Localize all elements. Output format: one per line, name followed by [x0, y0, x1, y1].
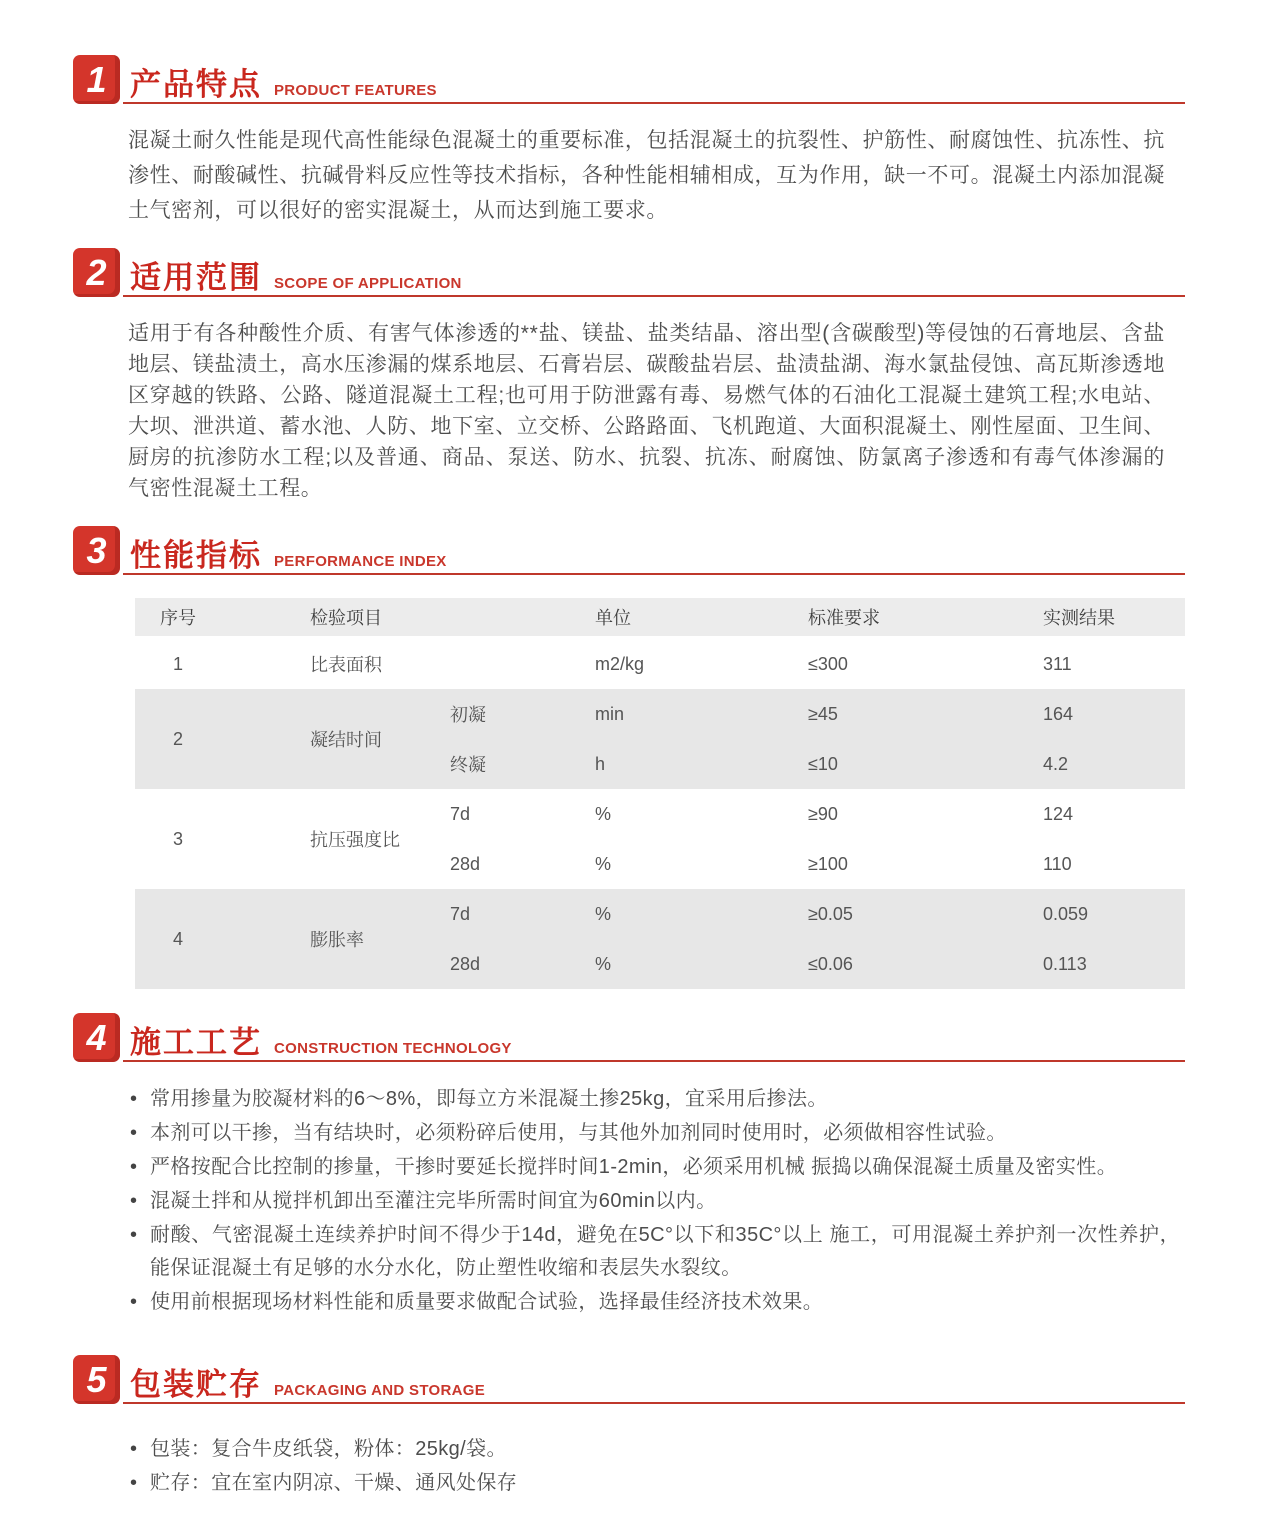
- table-row: [135, 689, 1185, 739]
- section-number: 3: [86, 529, 107, 571]
- table-cell-unit: %: [595, 803, 612, 824]
- table-cell-result: 0.059: [1043, 903, 1089, 924]
- table-cell-item: 比表面积: [310, 655, 382, 675]
- table-cell-req: ≥45: [808, 703, 838, 724]
- table-cell-req: ≥100: [808, 853, 848, 874]
- table-header-row: [135, 598, 1185, 638]
- construction-technology-list: [130, 1083, 1180, 1319]
- table-cell-req: ≥0.05: [808, 903, 853, 924]
- section-title-zh: 适用范围: [130, 260, 262, 295]
- table-cell-req: ≥90: [808, 803, 838, 824]
- table-cell-unit: m2/kg: [595, 653, 645, 674]
- section-1-number-badge: [73, 55, 120, 104]
- list-item: • 混凝土拌和从搅拌机卸出至灌注完毕所需时间宜为60min以内。: [130, 1185, 1180, 1218]
- table-cell-unit: h: [595, 753, 606, 774]
- packaging-storage-list: [130, 1433, 1180, 1500]
- section-2-number-badge: [73, 248, 120, 297]
- section-title-en: SCOPE OF APPLICATION: [274, 275, 462, 292]
- table-cell-req: ≤10: [808, 753, 838, 774]
- section-title-en: CONSTRUCTION TECHNOLOGY: [274, 1040, 512, 1057]
- section-number: 2: [86, 251, 107, 293]
- table-cell-result: 164: [1043, 703, 1074, 724]
- table-cell-no: 2: [172, 728, 183, 749]
- table-cell-result: 4.2: [1043, 753, 1069, 774]
- section-1-header: [73, 55, 1185, 111]
- product-features-paragraph: 混凝土耐久性能是现代高性能绿色混凝土的重要标准，包括混凝土的抗裂性、护筋性、耐腐蚀性、抗冻性、抗渗性、耐酸碱性、抗碱骨料反应性等技术指标，各种性能相辅相成，互为作用，缺一不可。混凝土内添加混凝土气密剂，可以很好的密实混凝土，从而达到施工要求。: [128, 129, 1165, 222]
- section-title-en: PRODUCT FEATURES: [274, 82, 437, 99]
- section-title-en: PERFORMANCE INDEX: [274, 553, 447, 570]
- table-cell-sub: 初凝: [450, 705, 486, 725]
- section-title-zh: 产品特点: [130, 67, 262, 102]
- section-title-zh: 包装贮存: [130, 1367, 262, 1402]
- table-cell-sub: 7d: [450, 803, 471, 824]
- section-4-number-badge: [73, 1013, 120, 1062]
- section-4-titles: [130, 1017, 512, 1062]
- table-cell-result: 124: [1043, 803, 1074, 824]
- table-cell-unit: %: [595, 953, 612, 974]
- section-title-zh: 性能指标: [130, 538, 262, 573]
- list-item: • 严格按配合比控制的掺量，干掺时要延长搅拌时间1-2min，必须采用机械 振捣以确保混凝土质量及密实性。: [130, 1151, 1180, 1184]
- section-number: 4: [86, 1016, 107, 1058]
- table-cell-item: 抗压强度比: [310, 830, 400, 850]
- list-item: • 贮存：宜在室内阴凉、干燥、通风处保存: [130, 1467, 1180, 1500]
- performance-index-table-wrap: [135, 598, 1185, 989]
- table-cell-result: 0.113: [1043, 953, 1087, 974]
- table-header-cell: 检验项目: [310, 608, 382, 628]
- table-cell-sub: 28d: [450, 853, 481, 874]
- table-cell-req: ≤300: [808, 653, 848, 674]
- list-item: • 耐酸、气密混凝土连续养护时间不得少于14d，避免在5C°以下和35C°以上 施工，可用混凝土养护剂一次性养护，能保证混凝土有足够的水分水化，防止塑性收缩和表层失水裂纹。: [130, 1219, 1180, 1285]
- table-row: [135, 789, 1185, 839]
- section-title-zh: 施工工艺: [130, 1025, 262, 1060]
- section-4-header: [73, 1013, 1185, 1069]
- table-cell-no: 4: [172, 928, 183, 949]
- section-number: 1: [86, 58, 107, 100]
- table-header-cell: 实测结果: [1043, 608, 1115, 628]
- table-row: [135, 889, 1185, 939]
- table-cell-sub: 28d: [450, 953, 481, 974]
- section-3-number-badge: [73, 526, 120, 575]
- table-cell-unit: %: [595, 853, 612, 874]
- table-cell-no: 3: [172, 828, 183, 849]
- table-cell-item: 膨胀率: [310, 930, 364, 950]
- list-item: • 包装：复合牛皮纸袋，粉体：25kg/袋。: [130, 1433, 1180, 1466]
- table-cell-item: 凝结时间: [310, 730, 382, 750]
- table-cell-sub: 终凝: [450, 755, 486, 775]
- table-header-cell: 标准要求: [808, 608, 880, 628]
- section-2-titles: [130, 252, 462, 297]
- section-3-titles: [130, 530, 447, 575]
- table-header-cell: 序号: [160, 608, 196, 628]
- section-3-header: [73, 526, 1185, 582]
- table-cell-sub: [450, 638, 595, 690]
- table-cell-no: 1: [172, 653, 183, 674]
- list-item: • 常用掺量为胶凝材料的6～8%，即每立方米混凝土掺25kg，宜采用后掺法。: [130, 1083, 1180, 1116]
- performance-index-table: [135, 598, 1185, 989]
- table-cell-req: ≤0.06: [808, 953, 853, 974]
- table-row: [135, 638, 1185, 690]
- datasheet-page: [0, 55, 1280, 1539]
- table-cell-unit: min: [595, 703, 625, 724]
- section-5-titles: [130, 1359, 485, 1404]
- section-5-number-badge: [73, 1355, 120, 1404]
- table-header-cell: 单位: [595, 608, 631, 628]
- scope-of-application-paragraph: 适用于有各种酸性介质、有害气体渗透的**盐、镁盐、盐类结晶、溶出型(含碳酸型)等侵蚀的石膏地层、含盐地层、镁盐渍土，高水压渗漏的煤系地层、石膏岩层、碳酸盐岩层、盐渍盐湖、海水氯盐侵蚀、高瓦斯渗透地区穿越的铁路、公路、隧道混凝土工程;也可用于防泄露有毒、易燃气体的石油化工混凝土建筑工程;水电站、大坝、泄洪道、蓄水池、人防、地下室、立交桥、公路路面、飞机跑道、大面积混凝土、刚性屋面、卫生间、厨房的抗渗防水工程;以及普通、商品、泵送、防水、抗裂、抗冻、耐腐蚀、防氯离子渗透和有毒气体渗漏的气密性混凝土工程。: [128, 322, 1165, 500]
- section-title-en: PACKAGING AND STORAGE: [274, 1382, 486, 1399]
- table-cell-result: 110: [1043, 853, 1072, 874]
- table-cell-sub: 7d: [450, 903, 471, 924]
- table-cell-unit: %: [595, 903, 612, 924]
- section-5-header: [73, 1355, 1185, 1411]
- list-item: • 本剂可以干掺，当有结块时，必须粉碎后使用，与其他外加剂同时使用时，必须做相容性试验。: [130, 1117, 1180, 1150]
- table-cell-result: 311: [1043, 653, 1072, 674]
- section-number: 5: [86, 1358, 107, 1400]
- list-item: • 使用前根据现场材料性能和质量要求做配合试验，选择最佳经济技术效果。: [130, 1286, 1180, 1319]
- section-1-titles: [130, 59, 437, 104]
- section-2-header: [73, 248, 1185, 304]
